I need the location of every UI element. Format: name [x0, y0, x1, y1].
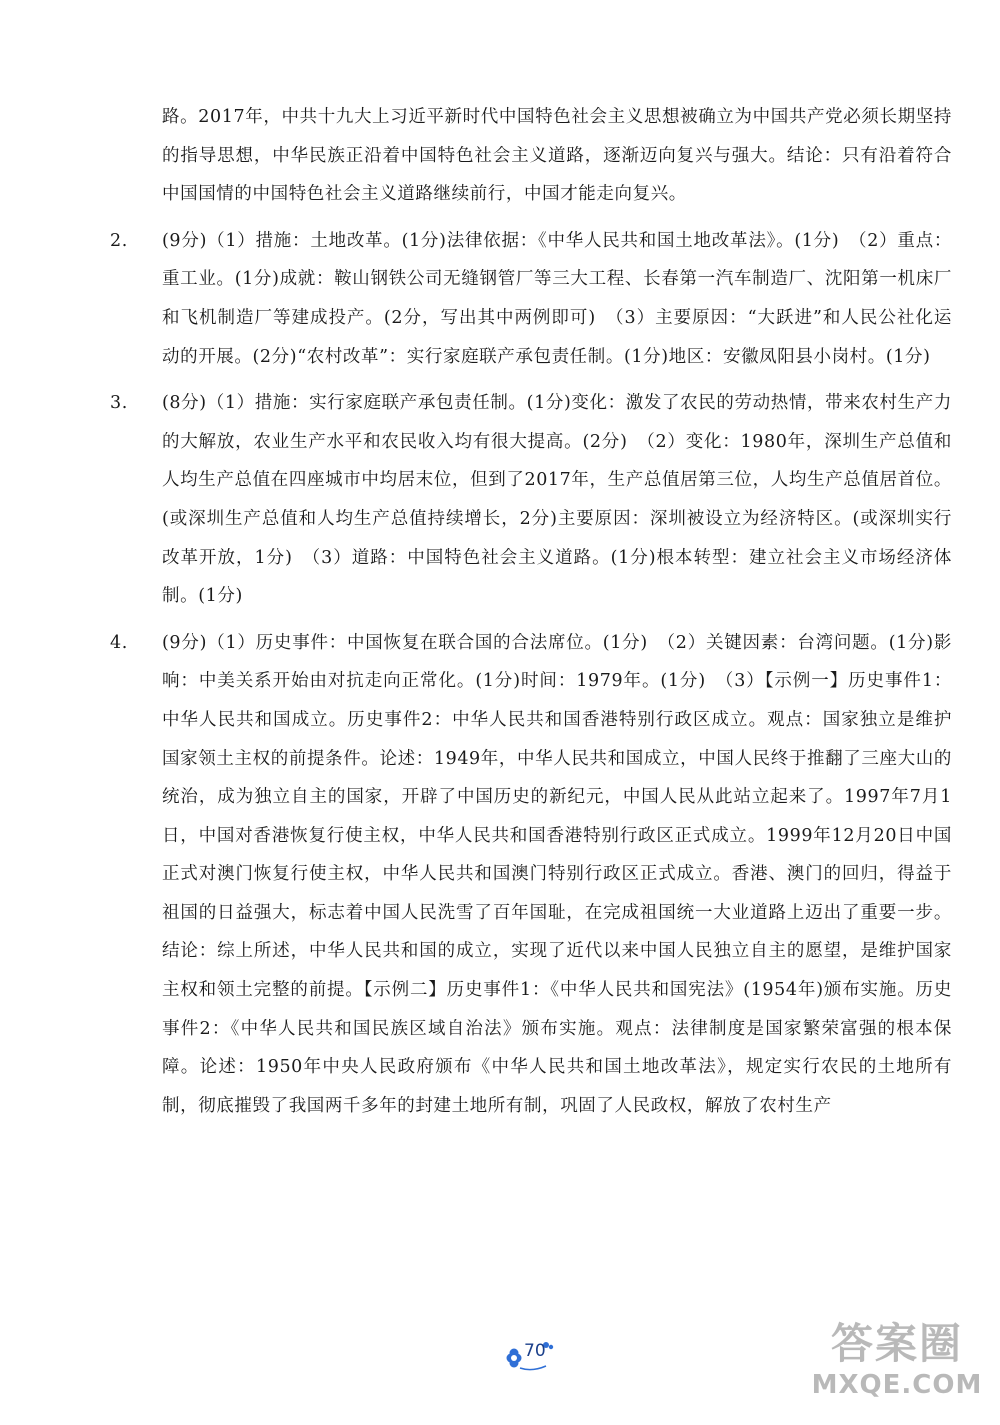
- intro-paragraph: 路。2017年，中共十九大上习近平新时代中国特色社会主义思想被确立为中国共产党必须长期坚持的指导思想，中华民族正沿着中国特色社会主义道路，逐渐迈向复兴与强大。结论：只有沿着符合中国国情的中国特色社会主义道路继续前行，中国才能走向复兴。: [162, 107, 952, 205]
- item-number: 3.: [110, 393, 128, 414]
- item-number: 4.: [110, 632, 128, 653]
- watermark-cn: 答案圈: [830, 1319, 963, 1368]
- item-text: (9分)（1）措施：土地改革。(1分)法律依据：《中华人民共和国土地改革法》。(1分) （2）重点：重工业。(1分)成就：鞍山钢铁公司无缝钢管厂等三大工程、长春第一汽车制造厂、沈阳第一机床厂和飞机制造厂等建成投产。(2分，写出其中两例即可) （3）主要原因：“大跃进”和人民公社化运动的开展。(2分)“农村改革”：实行家庭联产承包责任制。(1分)地区：安徽凤阳县小岗村。(1分): [162, 230, 952, 367]
- page-number: 70: [524, 1341, 546, 1361]
- item-number: 2.: [110, 230, 128, 251]
- page-number-badge: [502, 1338, 556, 1372]
- item-text: (9分)（1）历史事件：中国恢复在联合国的合法席位。(1分) （2）关键因素：台湾问题。(1分)影响：中美关系开始由对抗走向正常化。(1分)时间：1979年。(1分) （3）【示例一】历史事件1：中华人民共和国成立。历史事件2：中华人民共和国香港特别行政区成立。观点：国家独立是维护国家领土主权的前提条件。论述：1949年，中华人民共和国成立，中国人民终于推翻了三座大山的统治，成为独立自主的国家，开辟了中国历史的新纪元，中国人民从此站立起来了。1997年7月1日，中国对香港恢复行使主权，中华人民共和国香港特别行政区正式成立。1999年12月20日中国正式对澳门恢复行使主权，中华人民共和国澳门特别行政区正式成立。香港、澳门的回归，得益于祖国的日益强大，标志着中国人民洗雪了百年国耻，在完成祖国统一大业道路上迈出了重要一步。结论：综上所述，中华人民共和国的成立，实现了近代以来中国人民独立自主的愿望，是维护国家主权和领土完整的前提。【示例二】历史事件1：《中华人民共和国宪法》(1954年)颁布实施。历史事件2：《中华人民共和国民族区域自治法》颁布实施。观点：法律制度是国家繁荣富强的根本保障。论述：1950年中央人民政府颁布《中华人民共和国土地改革法》，规定实行农民的土地所有制，彻底摧毁了我国两千多年的封建土地所有制，巩固了人民政权，解放了农村生产: [162, 632, 952, 1116]
- answer-text-block: [110, 98, 952, 1125]
- answer-item-3: [110, 384, 952, 616]
- watermark-url: MXQE.COM: [811, 1370, 983, 1400]
- watermark-logo: [802, 1319, 992, 1419]
- item-text: (8分)（1）措施：实行家庭联产承包责任制。(1分)变化：激发了农民的劳动热情，带来农村生产力的大解放，农业生产水平和农民收入均有很大提高。(2分) （2）变化：1980年，深圳生产总值和人均生产总值在四座城市中均居末位，但到了2017年，生产总值居第三位，人均生产总值居首位。(或深圳生产总值和人均生产总值持续增长，2分)主要原因：深圳被设立为经济特区。(或深圳实行改革开放，1分) （3）道路：中国特色社会主义道路。(1分)根本转型：建立社会主义市场经济体制。(1分): [162, 393, 952, 607]
- answer-item-2: [110, 222, 952, 376]
- answer-item-4: [110, 624, 952, 1126]
